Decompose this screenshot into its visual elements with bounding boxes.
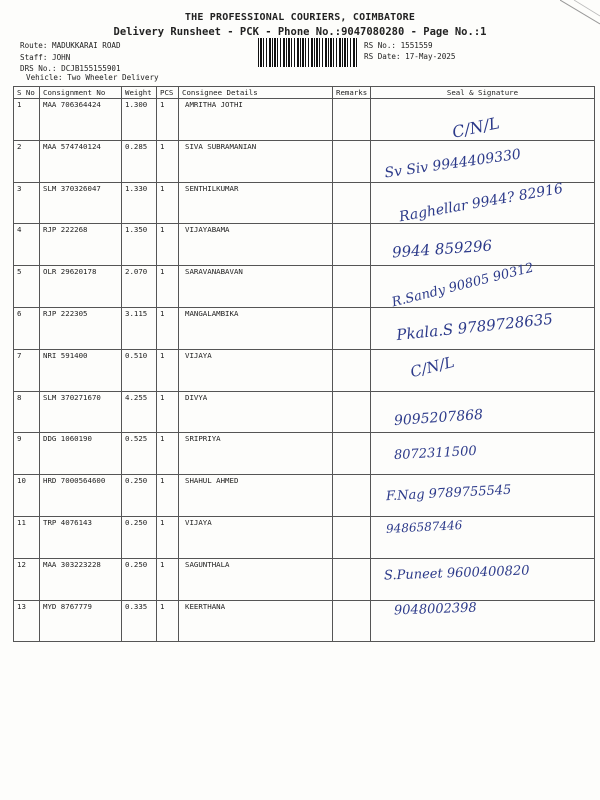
rs-date: RS Date: 17-May-2025	[364, 52, 456, 61]
weight-value: 0.525	[122, 433, 157, 475]
column-header: Consignee Details	[179, 87, 333, 99]
handwritten-signature: S.Puneet 9600400820	[383, 563, 530, 584]
weight-value: 0.250	[122, 558, 157, 600]
company-title: THE PROFESSIONAL COURIERS, COIMBATORE	[184, 12, 416, 23]
table-header-row	[14, 87, 595, 99]
weight-value: 0.335	[122, 600, 157, 642]
remarks-cell	[333, 99, 371, 141]
remarks-cell	[333, 600, 371, 642]
consignment-number: SLM 370326047	[40, 182, 122, 224]
column-header: PCS	[157, 87, 179, 99]
weight-value: 0.250	[122, 475, 157, 517]
pieces-count: 1	[157, 140, 179, 182]
serial-number: 6	[14, 307, 40, 349]
pieces-count: 1	[157, 224, 179, 266]
consignment-number: MYD 8767779	[40, 600, 122, 642]
handwritten-signature: 9944 859296	[391, 236, 493, 262]
handwritten-signature: Raghellar 9944? 82916	[397, 180, 565, 226]
handwritten-signature: C/N/L	[450, 113, 502, 142]
serial-number: 5	[14, 266, 40, 308]
weight-value: 1.300	[122, 99, 157, 141]
consignment-number: MAA 303223228	[40, 558, 122, 600]
column-header: Seal & Signature	[371, 87, 595, 99]
remarks-cell	[333, 224, 371, 266]
serial-number: 12	[14, 558, 40, 600]
weight-value: 0.250	[122, 516, 157, 558]
handwritten-signature: 9486587446	[385, 518, 463, 536]
pieces-count: 1	[157, 99, 179, 141]
weight-value: 3.115	[122, 307, 157, 349]
weight-value: 1.350	[122, 224, 157, 266]
serial-number: 2	[14, 140, 40, 182]
pieces-count: 1	[157, 475, 179, 517]
pieces-count: 1	[157, 516, 179, 558]
runsheet-table	[13, 86, 595, 642]
pieces-count: 1	[157, 391, 179, 433]
consignee-name: VIJAYABAMA	[179, 224, 333, 266]
serial-number: 13	[14, 600, 40, 642]
handwritten-signature: 9048002398	[393, 600, 477, 619]
remarks-cell	[333, 140, 371, 182]
consignee-name: SAGUNTHALA	[179, 558, 333, 600]
handwritten-signature: Pkala.S 9789728635	[395, 309, 554, 345]
consignment-number: RJP 222305	[40, 307, 122, 349]
column-header: Consignment No	[40, 87, 122, 99]
consignment-number: HRD 7000564600	[40, 475, 122, 517]
consignee-name: SARAVANABAVAN	[179, 266, 333, 308]
pieces-count: 1	[157, 433, 179, 475]
consignment-number: SLM 370271670	[40, 391, 122, 433]
remarks-cell	[333, 391, 371, 433]
consignee-name: VIJAYA	[179, 516, 333, 558]
weight-value: 1.330	[122, 182, 157, 224]
column-header: S No	[14, 87, 40, 99]
weight-value: 4.255	[122, 391, 157, 433]
handwritten-signature: R.Sandy 90805 90312	[390, 260, 536, 311]
consignee-name: MANGALAMBIKA	[179, 307, 333, 349]
remarks-cell	[333, 349, 371, 391]
consignment-number: MAA 706364424	[40, 99, 122, 141]
consignment-number: OLR 29620178	[40, 266, 122, 308]
consignee-name: KEERTHANA	[179, 600, 333, 642]
consignee-name: SENTHILKUMAR	[179, 182, 333, 224]
consignee-name: DIVYA	[179, 391, 333, 433]
serial-number: 10	[14, 475, 40, 517]
serial-number: 1	[14, 99, 40, 141]
serial-number: 3	[14, 182, 40, 224]
handwritten-signature: F.Nag 9789755545	[385, 482, 512, 505]
serial-number: 7	[14, 349, 40, 391]
remarks-cell	[333, 516, 371, 558]
consignment-number: RJP 222268	[40, 224, 122, 266]
table-row	[14, 391, 595, 433]
consignment-number: MAA 574740124	[40, 140, 122, 182]
handwritten-signature: C/N/L	[408, 352, 457, 382]
consignee-name: AMRITHA JOTHI	[179, 99, 333, 141]
pieces-count: 1	[157, 182, 179, 224]
consignee-name: SIVA SUBRAMANIAN	[179, 140, 333, 182]
table-row	[14, 433, 595, 475]
rs-number: RS No.: 1551559	[364, 41, 433, 50]
signature-cell	[371, 349, 595, 391]
drs-number: DRS No.: DCJB155155901	[20, 64, 121, 73]
handwritten-signature: 8072311500	[393, 443, 478, 464]
serial-number: 9	[14, 433, 40, 475]
remarks-cell	[333, 558, 371, 600]
consignment-number: TRP 4076143	[40, 516, 122, 558]
vehicle-text: Vehicle: Two Wheeler Delivery	[26, 73, 159, 82]
consignee-name: SHAHUL AHMED	[179, 475, 333, 517]
serial-number: 11	[14, 516, 40, 558]
staff-text: Staff: JOHN	[20, 53, 71, 62]
table-row	[14, 516, 595, 558]
route-text: Route: MADUKKARAI ROAD	[20, 41, 121, 50]
column-header: Weight	[122, 87, 157, 99]
remarks-cell	[333, 307, 371, 349]
remarks-cell	[333, 433, 371, 475]
serial-number: 4	[14, 224, 40, 266]
handwritten-signature: Sv Siv 9944409330	[383, 146, 522, 182]
pieces-count: 1	[157, 600, 179, 642]
weight-value: 0.285	[122, 140, 157, 182]
serial-number: 8	[14, 391, 40, 433]
remarks-cell	[333, 266, 371, 308]
remarks-cell	[333, 475, 371, 517]
barcode	[258, 38, 358, 67]
consignment-number: NRI 591400	[40, 349, 122, 391]
table-row	[14, 224, 595, 266]
pieces-count: 1	[157, 307, 179, 349]
table-row	[14, 600, 595, 642]
table-row	[14, 99, 595, 141]
runsheet-subtitle: Delivery Runsheet - PCK - Phone No.:9047080280 - Page No.:1	[113, 26, 487, 38]
consignee-name: SRIPRIYA	[179, 433, 333, 475]
weight-value: 0.510	[122, 349, 157, 391]
weight-value: 2.070	[122, 266, 157, 308]
consignment-number: DDG 1060190	[40, 433, 122, 475]
remarks-cell	[333, 182, 371, 224]
table-row	[14, 349, 595, 391]
pieces-count: 1	[157, 349, 179, 391]
consignee-name: VIJAYA	[179, 349, 333, 391]
pieces-count: 1	[157, 558, 179, 600]
column-header: Remarks	[333, 87, 371, 99]
handwritten-signature: 9095207868	[393, 406, 484, 430]
pieces-count: 1	[157, 266, 179, 308]
